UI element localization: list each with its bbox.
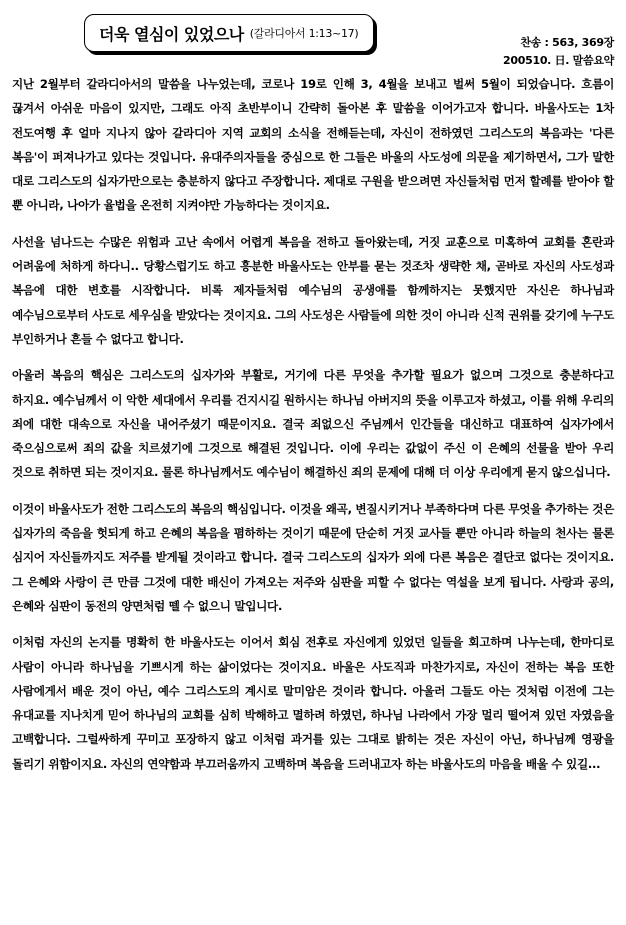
paragraph-2: 사선을 넘나드는 수많은 위험과 고난 속에서 어렵게 복음을 전하고 돌아왔는데, 거짓 교훈으로 미혹하여 교회를 혼란과 어려움에 처하게 하다니.. 당황스럽기도 하고 흥분한 바울사도는 안부를 묻는 것조차 생략한 채, 곧바로 자신의 사도성과 복음에 대한 변호를 시작합니다. 비록 제자들처럼 예수님의 공생애를 함께하지는 못했지만 자신은 하나님과 예수님으로부터 사도로 세우심을 받았다는 것이지요. 그의 사도성은 사람들에 의한 것이 아니라 신적 권위를 갖기에 누구도 부인하거나 흔들 수 없다고 합니다. [12,234,614,346]
paragraph-3: 아울러 복음의 핵심은 그리스도의 십자가와 부활로, 거기에 다른 무엇을 추가할 필요가 없으며 그것으로 충분하다고 하지요. 예수님께서 이 악한 세대에서 우리를 건지시길 원하시는 하나님 아버지의 뜻을 이루고자 하셨고, 이를 위해 우리의 죄에 대한 대속으로 자신을 내어주셨기 때문이지요. 결국 죄없으신 주님께서 인간들을 대신하고 대표하여 십자가에서 죽으심으로써 죄의 값을 치르셨기에 그것으로 해결된 것입니다. 이에 우리는 값없이 주신 이 은혜의 선물을 받아 우리 것으로 취하면 되는 것이지요. 물론 하나님께서도 예수님이 해결하신 죄의 문제에 대해 더 이상 우리에게 묻지 않으십니다. [12,368,614,480]
paragraph-4: 이것이 바울사도가 전한 그리스도의 복음의 핵심입니다. 이것을 왜곡, 변질시키거나 부족하다며 다른 무엇을 추가하는 것은 십자가의 죽음을 헛되게 하고 은혜의 복음을 폄하하는 것이기 때문에 단순히 거짓 교사들 뿐만 아니라 하늘의 천사는 물론 심지어 자신들까지도 저주를 받게될 것이라고 합니다. 결국 그리스도의 십자가 외에 다른 복음은 결단코 없다는 것이지요. 그 은혜와 사랑이 큰 만큼 그것에 대한 배신이 가져오는 저주와 심판을 피할 수 없다는 역설을 보게 됩니다. 사랑과 공의, 은혜와 심판이 동전의 양면처럼 뗄 수 없으니 말입니다. [12,501,614,613]
sermon-title: 더욱 열심이 있었으나 [99,24,244,44]
hymn-numbers: 찬송 : 563, 369장 [520,36,614,49]
header-meta [503,34,614,70]
paragraph-5: 이처럼 자신의 논지를 명확히 한 바울사도는 이어서 회심 전후로 자신에게 있었던 일들을 회고하며 나누는데, 한마디로 사람이 아니라 하나님을 기쁘시게 하는 삶이었다는 것이지요. 바울은 사도직과 마찬가지로, 자신이 전하는 복음 또한 사람에게서 배운 것이 아닌, 예수 그리스도의 계시로 말미암은 것이라 합니다. 아울러 그들도 아는 것처럼 이전에 그는 유대교를 지나치게 믿어 하나님의 교회를 심히 박해하고 멸하려 하였던, 하나님 나라에서 가장 멀리 떨어져 있던 자였음을 고백합니다. 그럴싸하게 꾸미고 포장하지 않고 이처럼 과거를 있는 그대로 밝히는 것은 자신이 아닌, 하나님께 영광을 돌리기 위함이지요. 자신의 연약함과 부끄러움까지 고백하며 복음을 드러내고자 하는 바울사도의 마음을 배울 수 있길... [12,635,614,771]
title-box [84,14,374,52]
sermon-summary [12,72,614,788]
date-line: 200510. 日. 말씀요약 [503,54,614,67]
scripture-reference: (갈라디아서 1:13~17) [249,27,359,40]
paragraph-1: 지난 2월부터 갈라디아서의 말씀을 나누었는데, 코로나 19로 인해 3, 4월을 보내고 벌써 5월이 되었습니다. 흐름이 끊겨서 아쉬운 마음이 있지만, 그래도 아직 초반부이니 간략히 돌아본 후 말씀을 이어가고자 합니다. 바울사도는 1차 전도여행 후 얼마 지나지 않아 갈라디아 지역 교회의 소식을 전해듣는데, 자신이 전하였던 그리스도의 복음과는 '다른 복음'이 퍼져나가고 있다는 것입니다. 유대주의자들을 중심으로 한 그들은 바울의 사도성에 의문을 제기하면서, 그가 말한 대로 그리스도의 십자가만으로는 충분하지 않다고 주장합니다. 제대로 구원을 받으려면 자신들처럼 먼저 할례를 받아야 할 뿐 아니라, 나아가 율법을 온전히 지켜야만 가능하다는 것이지요. [12,77,614,213]
